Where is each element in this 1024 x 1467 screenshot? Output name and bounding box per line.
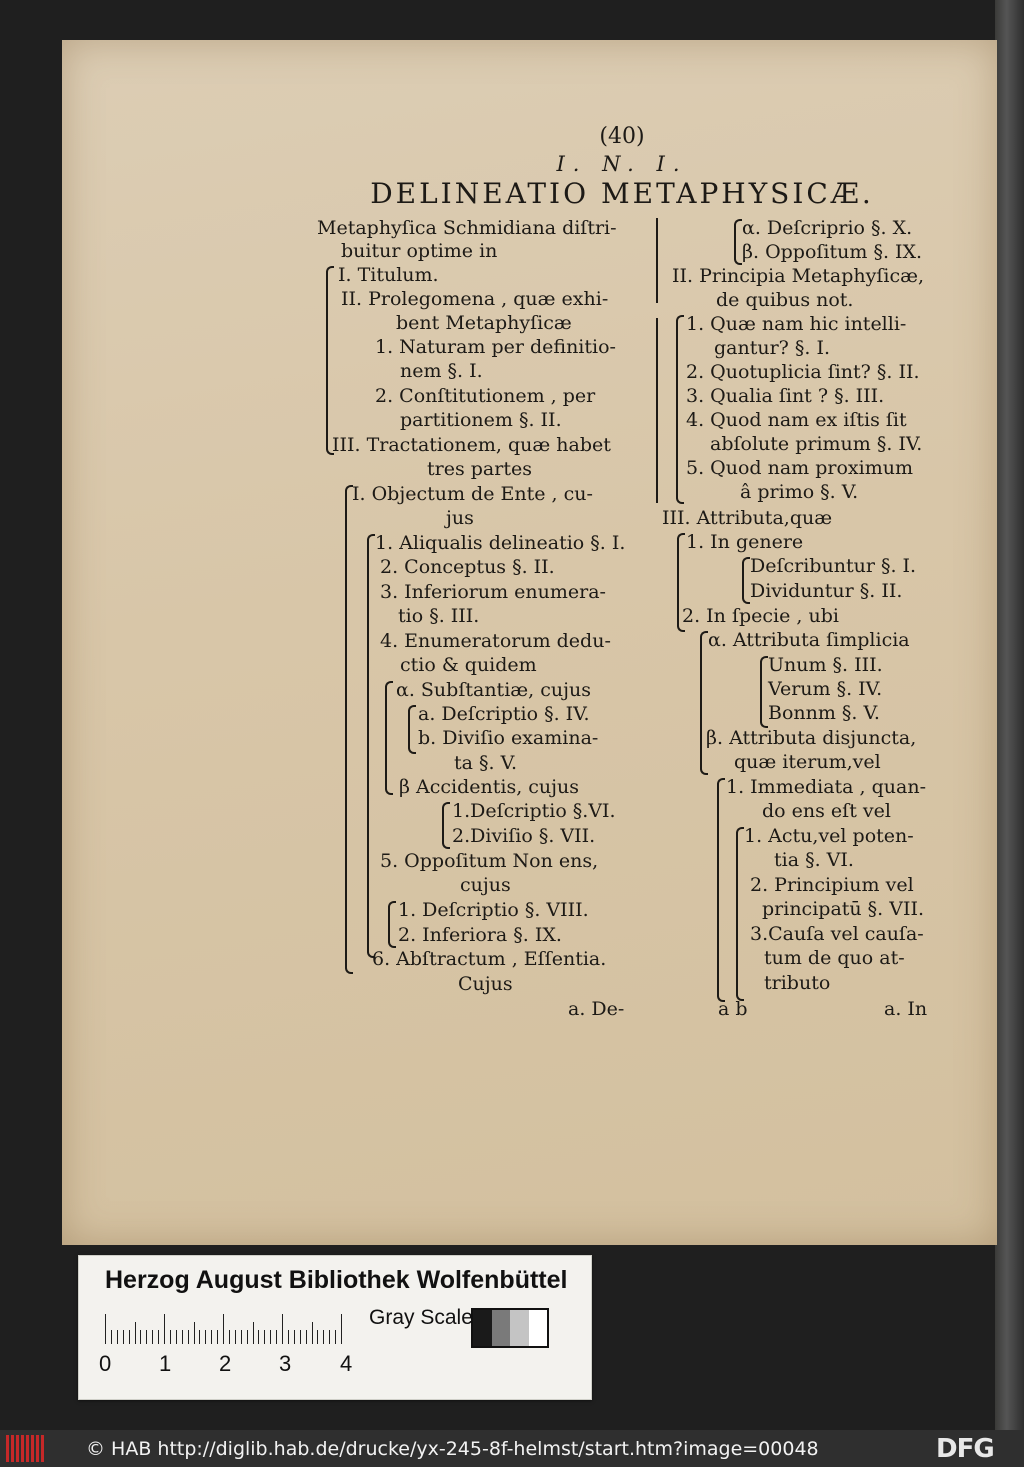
left-line: α. Subſtantiæ, cujus — [396, 679, 591, 701]
ruler — [105, 1314, 335, 1344]
right-line: 4. Quod nam ex iſtis ſit — [686, 409, 907, 431]
left-line: 5. Oppoſitum Non ens, — [380, 850, 599, 872]
left-line: 2. Conſtitutionem , per — [375, 385, 596, 407]
ruler-tick — [205, 1330, 206, 1344]
ruler-tick — [211, 1330, 212, 1344]
ruler-tick — [312, 1322, 313, 1344]
gray-swatch — [510, 1310, 529, 1346]
right-line: 1. Actu,vel poten- — [744, 825, 914, 847]
brace — [442, 802, 450, 849]
left-line: 2. Inferiora §. IX. — [398, 924, 562, 946]
right-line: â primo §. V. — [740, 481, 859, 503]
ruler-tick — [182, 1330, 183, 1344]
ruler-tick — [235, 1330, 236, 1344]
ruler-tick — [329, 1330, 330, 1344]
grayscale-card — [78, 1255, 592, 1400]
right-line: a b — [718, 998, 748, 1020]
grayscale-bar — [471, 1308, 549, 1348]
gray-swatch — [492, 1310, 511, 1346]
ruler-number: 3 — [279, 1351, 292, 1376]
left-line: 2. Conceptus §. II. — [380, 556, 555, 578]
right-line: Deſcribuntur §. I. — [750, 555, 917, 577]
right-line: de quibus not. — [716, 289, 854, 311]
right-line: do ens eſt vel — [762, 800, 891, 822]
ruler-tick — [294, 1330, 295, 1344]
ruler-tick — [247, 1330, 248, 1344]
left-line: β Accidentis, cujus — [399, 776, 580, 798]
brace — [408, 705, 416, 754]
left-line: b. Diviſio examina- — [418, 727, 599, 749]
brace — [326, 266, 334, 455]
left-line: I. Objectum de Ente , cu- — [352, 483, 593, 505]
right-line: tia §. VI. — [774, 849, 854, 871]
left-line: I. Titulum. — [338, 264, 439, 286]
right-line: β. Attributa disjuncta, — [706, 727, 917, 749]
brace — [700, 631, 708, 775]
ruler-tick — [176, 1330, 177, 1344]
ruler-tick — [300, 1330, 301, 1344]
left-line: 4. Enumeratorum dedu- — [380, 630, 611, 652]
ruler-tick — [217, 1330, 218, 1344]
right-line: 1. Quæ nam hic intelli- — [686, 313, 907, 335]
left-line: ta §. V. — [454, 752, 518, 774]
right-line: 1. Immediata , quan- — [726, 776, 926, 798]
brace — [736, 827, 744, 1001]
ruler-tick — [270, 1330, 271, 1344]
ruler-tick — [152, 1330, 153, 1344]
right-line: 2. Principium vel — [750, 874, 914, 896]
left-line: cujus — [460, 874, 511, 896]
ruler-tick — [135, 1322, 136, 1344]
left-line: 2.Diviſio §. VII. — [452, 825, 596, 847]
left-line: bent Metaphyſicæ — [396, 312, 572, 334]
column-divider — [656, 318, 658, 503]
hab-logo-icon — [6, 1435, 46, 1462]
ruler-tick — [194, 1322, 195, 1344]
left-line: nem §. I. — [400, 360, 483, 382]
ruler-tick — [146, 1330, 147, 1344]
left-line: tio §. III. — [398, 605, 480, 627]
catchword-left: a. De- — [568, 998, 625, 1020]
right-line: tum de quo at- — [764, 947, 905, 969]
ruler-tick — [140, 1330, 141, 1344]
brace — [367, 534, 375, 958]
dfg-logo: DFG — [936, 1434, 994, 1464]
ruler-tick — [111, 1330, 112, 1344]
ruler-number: 4 — [340, 1351, 353, 1376]
ruler-tick — [199, 1330, 200, 1344]
left-line: 1. Naturam per definitio- — [375, 336, 616, 358]
right-line: 2. In ſpecie , ubi — [682, 605, 839, 627]
ruler-number: 0 — [99, 1351, 112, 1376]
ruler-tick — [323, 1330, 324, 1344]
left-line: 1. Deſcriptio §. VIII. — [398, 899, 589, 921]
brace — [717, 778, 725, 1002]
left-line: Metaphyſica Schmidiana diſtri- — [317, 217, 617, 239]
gray-swatch — [473, 1310, 492, 1346]
brace — [345, 485, 353, 974]
left-line: 6. Abſtractum , Eſſentia. — [372, 948, 607, 970]
ruler-tick — [117, 1330, 118, 1344]
ruler-tick — [258, 1330, 259, 1344]
brace — [742, 557, 750, 604]
brace — [676, 315, 684, 504]
left-line: 1.Deſcriptio §.VI. — [452, 800, 616, 822]
ruler-tick — [253, 1322, 254, 1344]
catchword-right: a. In — [884, 998, 928, 1020]
card-title: Herzog August Bibliothek Wolfenbüttel — [105, 1266, 568, 1294]
right-line: gantur? §. I. — [714, 337, 831, 359]
book-spine — [995, 0, 1024, 1430]
grayscale-label: Gray Scale — [369, 1306, 473, 1329]
right-line: tributo — [764, 972, 831, 994]
ruler-tick — [341, 1314, 342, 1344]
gray-swatch — [529, 1310, 548, 1346]
ruler-tick — [129, 1330, 130, 1344]
ruler-tick — [335, 1330, 336, 1344]
right-line: 3. Qualia ſint ? §. III. — [686, 385, 885, 407]
right-line: α. Deſcriprio §. X. — [742, 217, 913, 239]
left-line: Cujus — [458, 973, 513, 995]
right-line: III. Attributa,quæ — [662, 507, 833, 529]
copyright-url[interactable]: © HAB http://diglib.hab.de/drucke/yx-245-8f-helmst/start.htm?image=00048 — [86, 1438, 819, 1460]
book-page — [62, 40, 997, 1245]
left-line: 1. Aliqualis delineatio §. I. — [375, 532, 626, 554]
ruler-tick — [282, 1314, 283, 1344]
right-line: Bonnm §. V. — [768, 702, 880, 724]
right-line: 3.Cauſa vel cauſa- — [750, 923, 924, 945]
page-title: DELINEATIO METAPHYSICÆ. — [370, 177, 874, 210]
ruler-tick — [241, 1330, 242, 1344]
right-line: principatū §. VII. — [762, 898, 925, 920]
column-divider-top — [656, 218, 658, 303]
right-line: quæ iterum,vel — [734, 751, 881, 773]
right-line: β. Oppoſitum §. IX. — [742, 241, 923, 263]
right-line: Verum §. IV. — [768, 678, 883, 700]
brace — [760, 656, 768, 728]
ruler-tick — [164, 1314, 165, 1344]
footer-bar — [0, 1430, 1024, 1467]
right-line: 2. Quotuplicia ſint? §. II. — [686, 361, 920, 383]
right-line: α. Attributa ſimplicia — [708, 629, 910, 651]
left-line: buitur optime in — [341, 240, 498, 262]
ruler-tick — [123, 1330, 124, 1344]
ruler-tick — [105, 1314, 106, 1344]
right-line: Dividuntur §. II. — [750, 580, 903, 602]
ruler-tick — [306, 1330, 307, 1344]
left-line: jus — [446, 507, 474, 529]
left-line: partitionem §. II. — [400, 409, 562, 431]
left-line: a. Deſcriptio §. IV. — [418, 703, 590, 725]
right-line: 5. Quod nam proximum — [686, 457, 913, 479]
ruler-tick — [223, 1314, 224, 1344]
left-line: II. Prolegomena , quæ exhi- — [341, 288, 609, 310]
right-line: II. Principia Metaphyſicæ, — [672, 265, 925, 287]
ruler-tick — [264, 1330, 265, 1344]
page-number: (40) — [599, 124, 645, 149]
ruler-tick — [317, 1330, 318, 1344]
ruler-tick — [188, 1330, 189, 1344]
ruler-tick — [229, 1330, 230, 1344]
ruler-tick — [158, 1330, 159, 1344]
left-line: 3. Inferiorum enumera- — [380, 581, 606, 603]
left-line: III. Tractationem, quæ habet — [332, 434, 611, 456]
ruler-tick — [276, 1330, 277, 1344]
brace — [734, 219, 742, 265]
brace — [385, 681, 393, 795]
ruler-number: 1 — [159, 1351, 172, 1376]
brace — [388, 901, 396, 948]
ruler-tick — [288, 1330, 289, 1344]
right-line: Unum §. III. — [768, 654, 883, 676]
right-line: abſolute primum §. IV. — [710, 433, 923, 455]
left-line: tres partes — [427, 458, 532, 480]
ruler-tick — [170, 1330, 171, 1344]
left-line: ctio & quidem — [400, 654, 537, 676]
right-line: 1. In genere — [686, 531, 804, 553]
ruler-number: 2 — [219, 1351, 232, 1376]
page-signature: I. N. I. — [556, 152, 688, 176]
